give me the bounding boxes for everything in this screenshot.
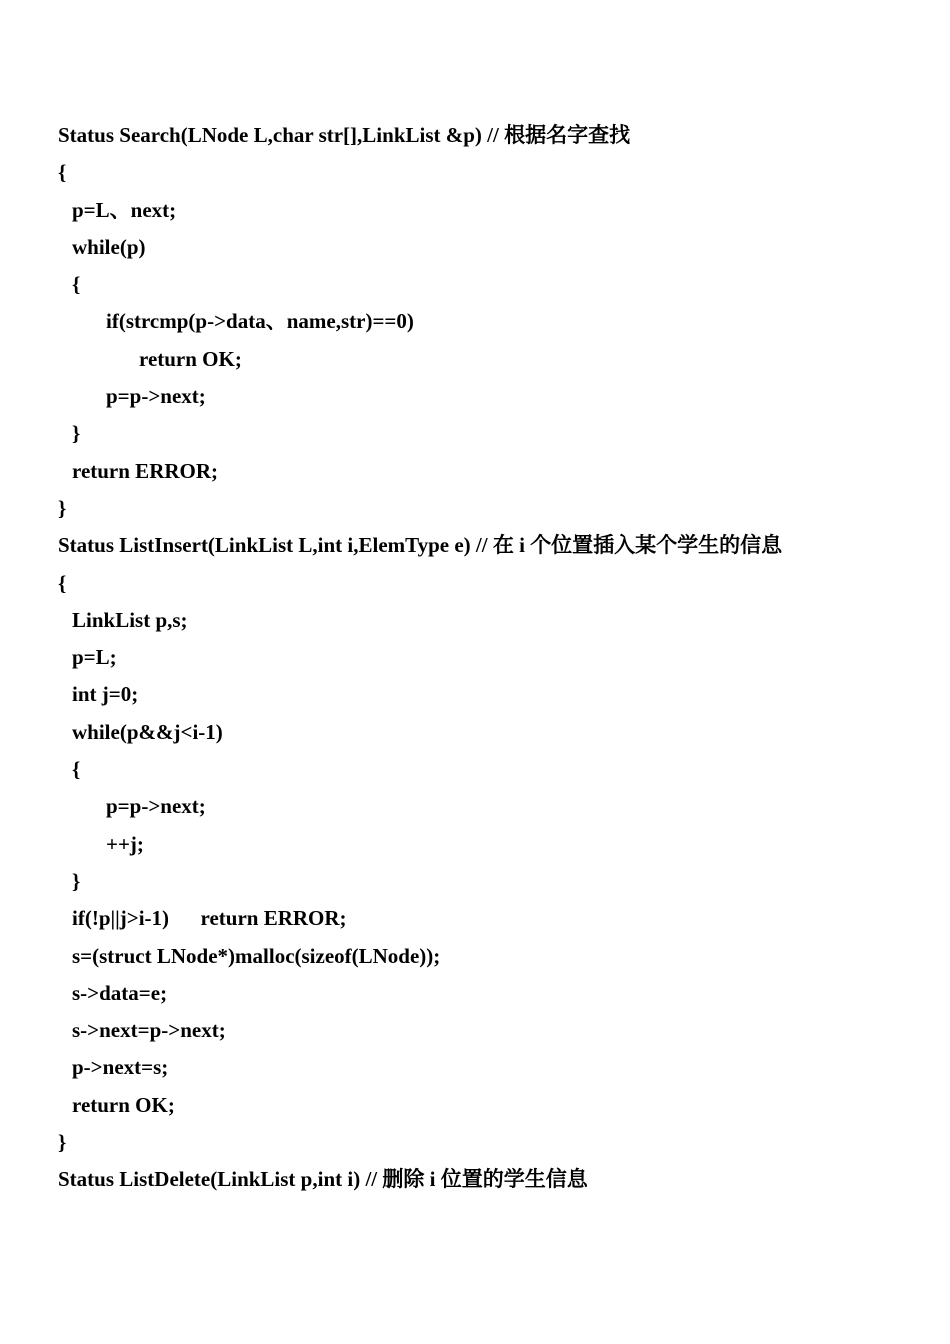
search-function-signature: Status Search(LNode L,char str[],LinkList &p) // 根据名字查找: [58, 123, 631, 147]
code-line: {: [58, 570, 67, 595]
code-line: }: [58, 495, 67, 520]
code-line: }: [72, 421, 81, 446]
code-line: p=p->next;: [106, 384, 206, 409]
code-line: return ERROR;: [72, 458, 219, 483]
code-line: ++j;: [106, 831, 144, 856]
code-line: p=L、next;: [72, 197, 177, 222]
code-line: if(strcmp(p->data、name,str)==0): [106, 309, 414, 334]
code-line: s=(struct LNode*)malloc(sizeof(LNode));: [72, 943, 441, 968]
code-line: s->next=p->next;: [72, 1018, 226, 1043]
code-line: p->next=s;: [72, 1055, 169, 1080]
code-line: {: [72, 757, 81, 782]
code-line: while(p): [72, 234, 146, 259]
code-line: {: [72, 272, 81, 297]
listdelete-function-signature: Status ListDelete(LinkList p,int i) // 删除 i 位置的学生信息: [58, 1167, 588, 1192]
code-line: if(!p||j>i-1) return ERROR;: [72, 906, 347, 931]
code-line: return OK;: [72, 1092, 175, 1117]
code-listing: [58, 117, 918, 1199]
code-line: p=L;: [72, 645, 117, 670]
code-line: return OK;: [139, 346, 242, 371]
listinsert-function-signature: Status ListInsert(LinkList L,int i,ElemType e) // 在 i 个位置插入某个学生的信息: [58, 533, 783, 558]
code-line: int j=0;: [72, 682, 139, 707]
code-line: while(p&&j<i-1): [72, 719, 223, 744]
code-line: {: [58, 160, 67, 185]
code-line: LinkList p,s;: [72, 607, 188, 632]
code-line: p=p->next;: [106, 794, 206, 819]
code-line: s->data=e;: [72, 980, 168, 1005]
code-line: }: [58, 1130, 67, 1155]
code-line: }: [72, 868, 81, 893]
